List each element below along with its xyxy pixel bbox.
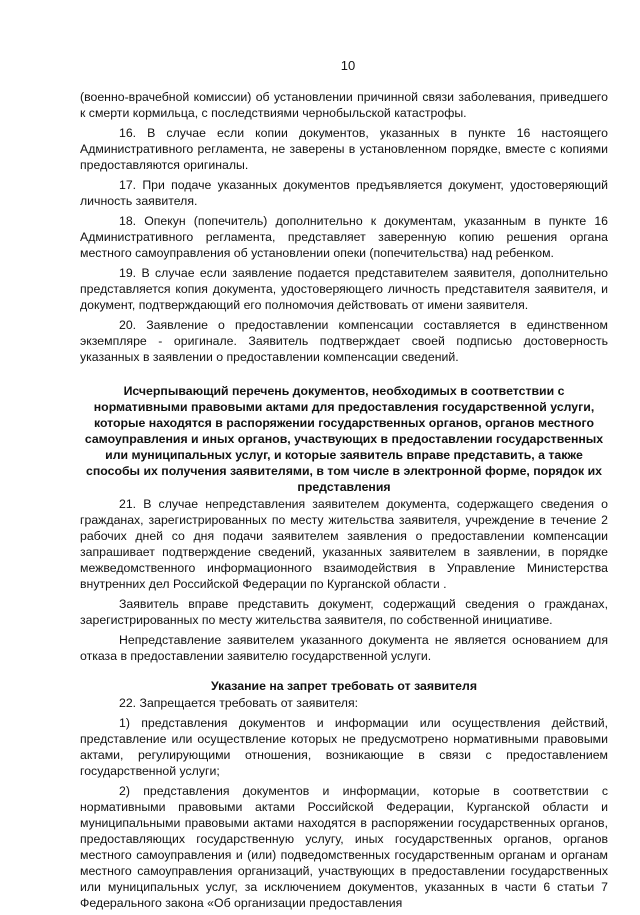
section-heading-documents-list: Исчерпывающий перечень документов, необходимых в соответствии с нормативными правовыми актами для предоставления государственной услуги, которые находятся в распоряжении государственных органов, органов местного самоуправления и иных органов, участвующих в предоставлении государственных или муниципальных услуг, и которые заявитель вправе представить, а также способы их получения заявителями, в том числе в электронной форме, порядок их представления [84,384,604,494]
paragraph-20: 20. Заявление о предоставлении компенсации составляется в единственном экземпляре - оригинале. Заявитель подтверждает своей подписью достоверность указанных в заявлении о предоставлении компенсации сведений. [80,318,608,364]
paragraph-22: 22. Запрещается требовать от заявителя: [119,696,359,710]
paragraph-continuation: (военно-врачебной комиссии) об установлении причинной связи заболевания, приведшего к смерти кормильца, с последствиями чернобыльской катастрофы. [80,90,608,120]
paragraph-22-item-2: 2) представления документов и информации, которые в соответствии с нормативными правовыми актами Российской Федерации, Курганской области и муниципальными правовыми актами находятся в распоряжении государственных органов, предоставляющих государственную услугу, иных государственных органов, органов местного самоуправления и (или) подведомственных государственным органам и органам местного самоуправления организаций, участвующих в предоставлении государственных или муниципальных услуг, за исключением документов, указанных в части 6 статьи 7 Федерального закона «Об организации предоставления [80,784,608,910]
paragraph-non-submission: Непредставление заявителем указанного документа не является основанием для отказа в предоставлении заявителю государственной услуги. [80,633,608,663]
paragraph-22-item-1: 1) представления документов и информации или осуществления действий, представление или осуществление которых не предусмотрено нормативными правовыми актами, регулирующими отношения, возникающие в связи с предоставлением государственной услуги; [80,716,608,778]
paragraph-16: 16. В случае если копии документов, указанных в пункте 16 настоящего Административного регламента, не заверены в установленном порядке, вместе с копиями предоставляются оригиналы. [80,126,608,172]
paragraph-21: 21. В случае непредставления заявителем документа, содержащего сведения о гражданах, зарегистрированных по месту жительства заявителя, учреждение в течение 2 рабочих дней со дня подачи заявителем заявления о предоставлении компенсации запрашивает подтверждение сведений, указанных заявителем в заявлении, в порядке межведомственного информационного взаимодействия в Управление Министерства внутренних дел Российской Федерации по Курганской области . [80,497,608,591]
section-heading-prohibition: Указание на запрет требовать от заявителя [210,679,477,693]
document-page [80,58,608,915]
paragraph-17: 17. При подаче указанных документов предъявляется документ, удостоверяющий личность заявителя. [80,178,608,208]
page-number: 10 [340,58,356,73]
paragraph-19: 19. В случае если заявление подается представителем заявителя, дополнительно представляется копия документа, удостоверяющего личность представителя заявителя, и документ, подтверждающий его полномочия действовать от имени заявителя. [80,266,608,312]
paragraph-applicant-right: Заявитель вправе представить документ, содержащий сведения о гражданах, зарегистрированных по месту жительства заявителя, по собственной инициативе. [80,597,608,627]
paragraph-18: 18. Опекун (попечитель) дополнительно к документам, указанным в пункте 16 Административного регламента, представляет заверенную копию решения органа местного самоуправления об установлении опеки (попечительства) над ребенком. [80,214,608,260]
